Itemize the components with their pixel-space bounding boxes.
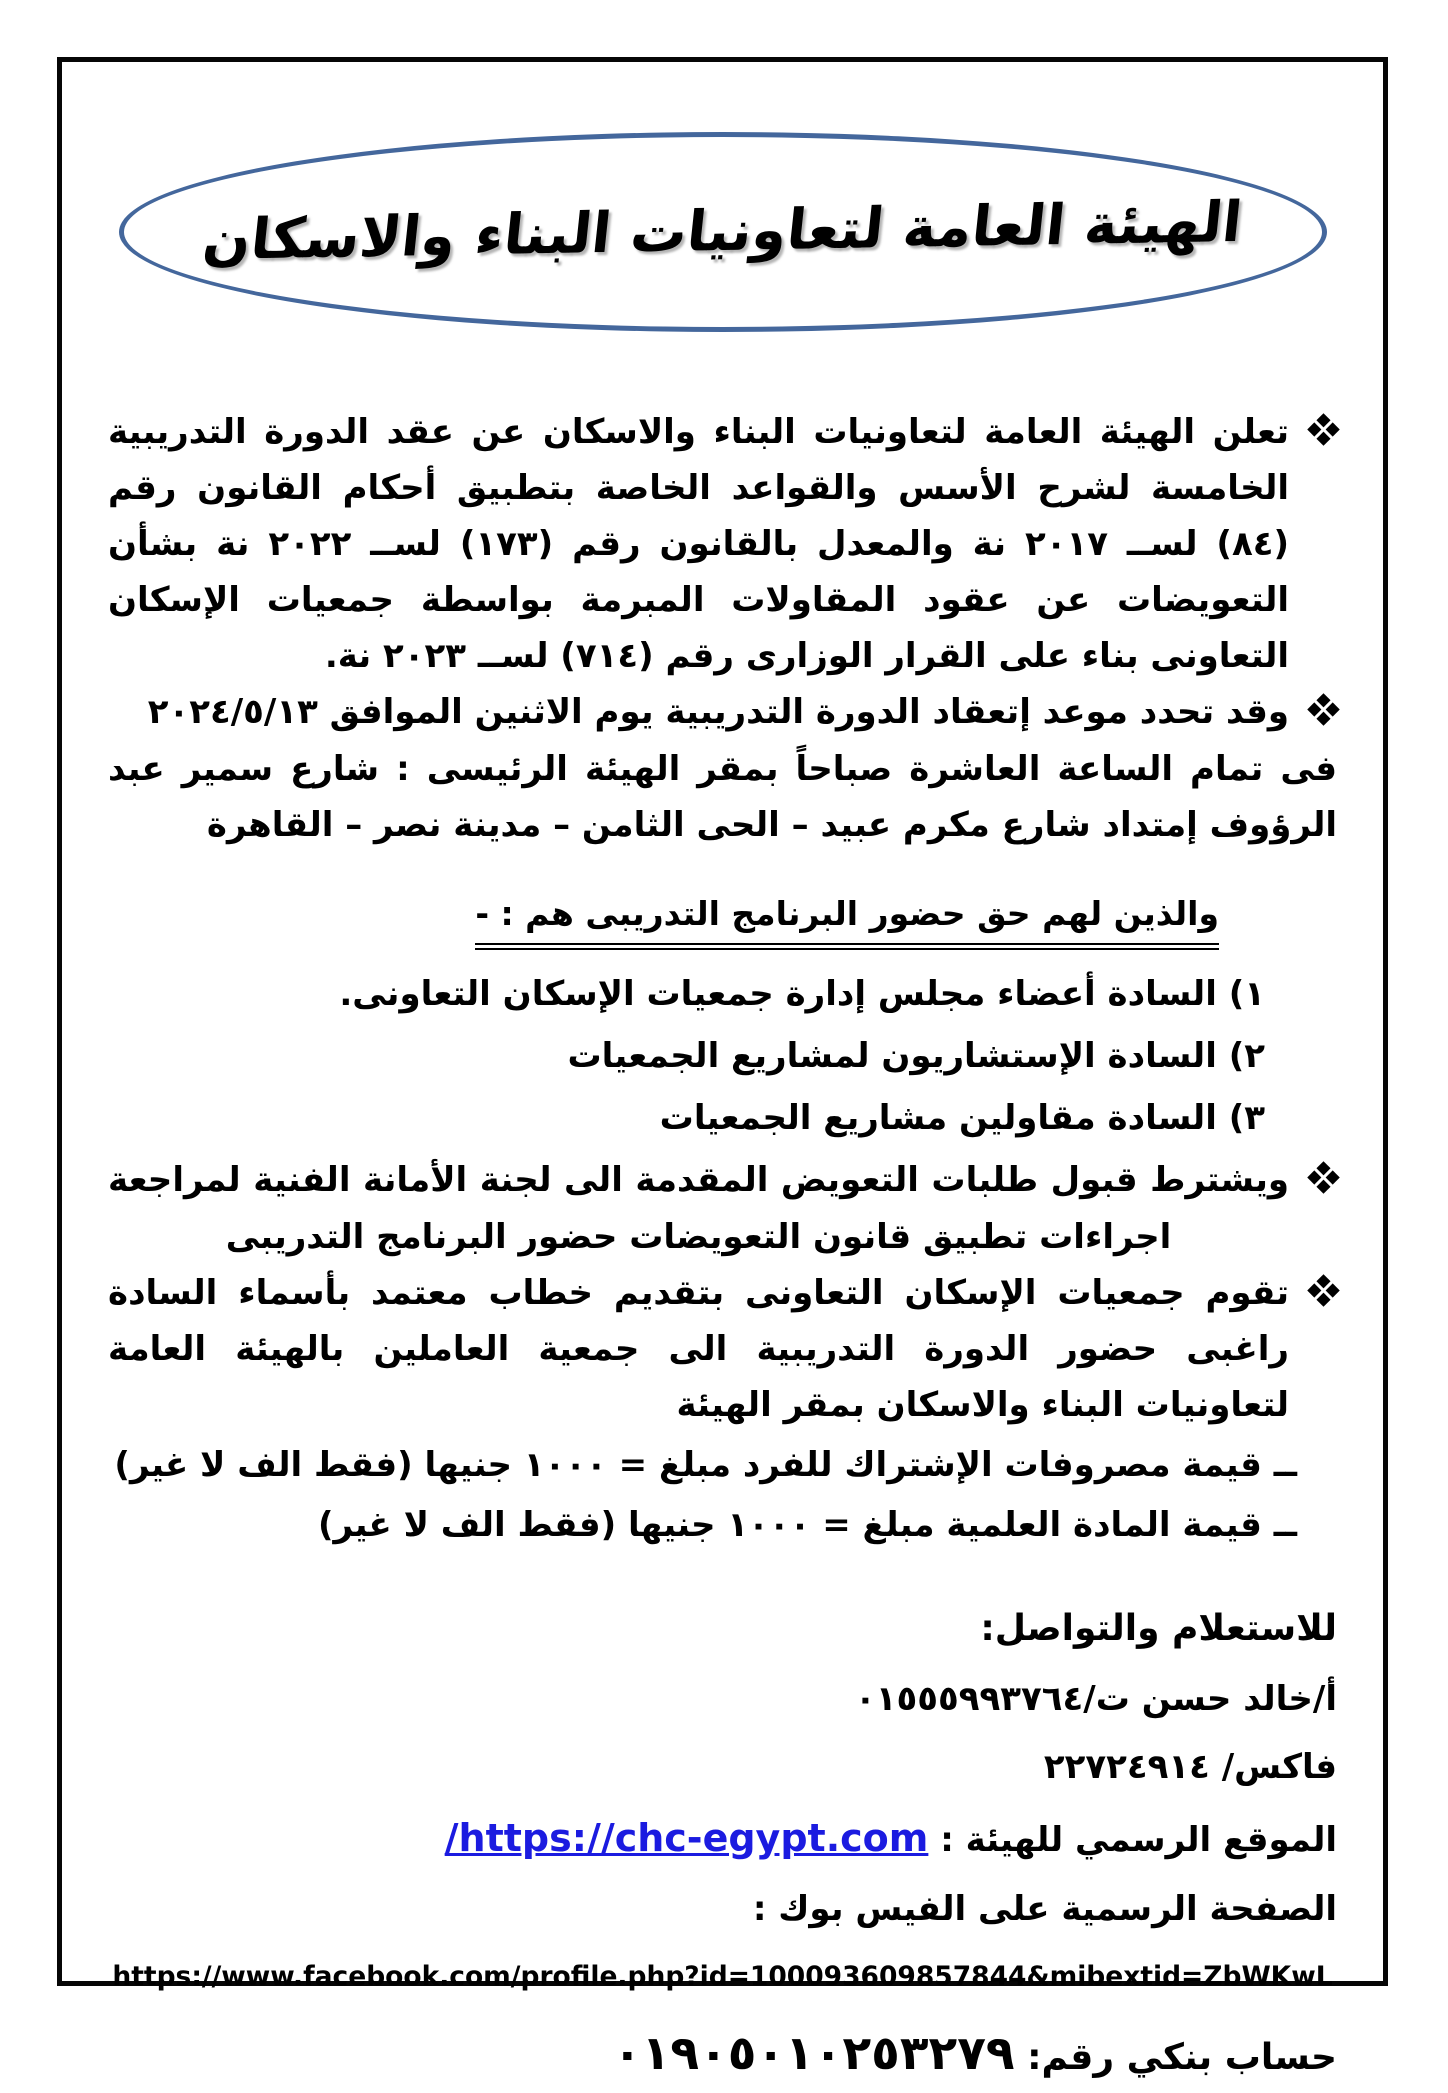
attendee-item-3: ٣) السادة مقاولين مشاريع الجمعيات <box>659 1098 1265 1139</box>
diamond-bullet-icon <box>1307 413 1340 446</box>
announcement-paragraph <box>108 404 1337 684</box>
contact-section <box>108 1599 1337 2093</box>
condition-paragraph <box>108 1152 1337 1264</box>
org-title: الهيئة العامة لتعاونيات البناء والاسكان <box>199 189 1246 273</box>
org-title-ellipse <box>119 132 1327 332</box>
diamond-bullet-icon <box>1307 1162 1340 1195</box>
bank-account-label: حساب بنكي رقم: <box>1027 2037 1337 2079</box>
announcement-text: تعلن الهيئة العامة لتعاونيات البناء والاسكان عن عقد الدورة التدريبية الخامسة لشرح الأسس والقواعد الخاصة بتطبيق أحكام القانون رقم (٨٤) لســ ٢٠١٧ نة والمعدل بالقانون رقم (١٧٣) لســ ٢٠٢٢ نة بشأن التعويضات عن عقود المقاولات المبرمة بواسطة جمعيات الإسكان التعاونى بناء على القرار الوزارى رقم (٧١٤) لســ ٢٠٢٣ نة. <box>108 412 1290 677</box>
fee-line-subscription: ــ قيمة مصروفات الإشتراك للفرد مبلغ = ١٠٠٠ جنيها (فقط الف لا غير) <box>114 1444 1297 1485</box>
letter-requirement-text: تقوم جمعيات الإسكان التعاونى بتقديم خطاب معتمد بأسماء السادة راغبى حضور الدورة التدريبية الى جمعية العاملين بالهيئة العامة لتعاونيات البناء والاسكان بمقر الهيئة <box>108 1272 1289 1425</box>
session-date-paragraph <box>108 684 1337 740</box>
fee-line-material: ــ قيمة المادة العلمية مبلغ = ١٠٠٠ جنيها (فقط الف لا غير) <box>317 1505 1297 1546</box>
phone-line: أ/خالد حسن ت/٠١٥٥٥٩٩٣٧٦٤ <box>855 1678 1337 1719</box>
attendee-item-2: ٢) السادة الإستشاريون لمشاريع الجمعيات <box>567 1036 1265 1077</box>
condition-text: ويشترط قبول طلبات التعويض المقدمة الى لجنة الأمانة الفنية لمراجعة اجراءات تطبيق قانون التعويضات حضور البرنامج التدريبى <box>108 1160 1289 1257</box>
fax-line: فاكس/ ٢٢٧٢٤٩١٤ <box>1043 1746 1337 1787</box>
website-label: الموقع الرسمي للهيئة : <box>940 1819 1337 1860</box>
diamond-bullet-icon <box>1307 694 1340 727</box>
attendee-item-1: ١) السادة أعضاء مجلس إدارة جمعيات الإسكان التعاونى. <box>339 974 1265 1015</box>
bank-account-number: ٠١٩٠٥٠١٠٢٥٣٢٧٩ <box>612 2026 1015 2082</box>
facebook-link[interactable]: https://www.facebook.com/profile.php?id=100093609857844&mibextid=ZbWKwL <box>112 1961 1333 1993</box>
website-link[interactable]: /https://chc-egypt.com <box>444 1815 929 1860</box>
document-content <box>62 132 1383 2093</box>
diamond-bullet-icon <box>1307 1274 1340 1307</box>
attendees-heading: والذين لهم حق حضور البرنامج التدريبى هم : - <box>475 887 1219 950</box>
website-line <box>108 1807 1337 1870</box>
session-date-text: وقد تحدد موعد إتعقاد الدورة التدريبية يوم الاثنين الموافق ٢٠٢٤/٥/١٣ <box>147 692 1289 733</box>
contact-heading: للاستعلام والتواصل: <box>980 1608 1337 1650</box>
bank-account-line <box>108 2015 1337 2093</box>
venue-paragraph: فى تمام الساعة العاشرة صباحاً بمقر الهيئة الرئيسى : شارع سمير عبد الرؤوف إمتداد شارع مكرم عبيد – الحى الثامن – مدينة نصر – القاهرة <box>108 748 1337 845</box>
facebook-label: الصفحة الرسمية على الفيس بوك : <box>752 1889 1337 1930</box>
letter-requirement-paragraph <box>108 1265 1337 1433</box>
attendees-list <box>108 966 1337 1146</box>
page-border-frame <box>57 57 1388 2082</box>
